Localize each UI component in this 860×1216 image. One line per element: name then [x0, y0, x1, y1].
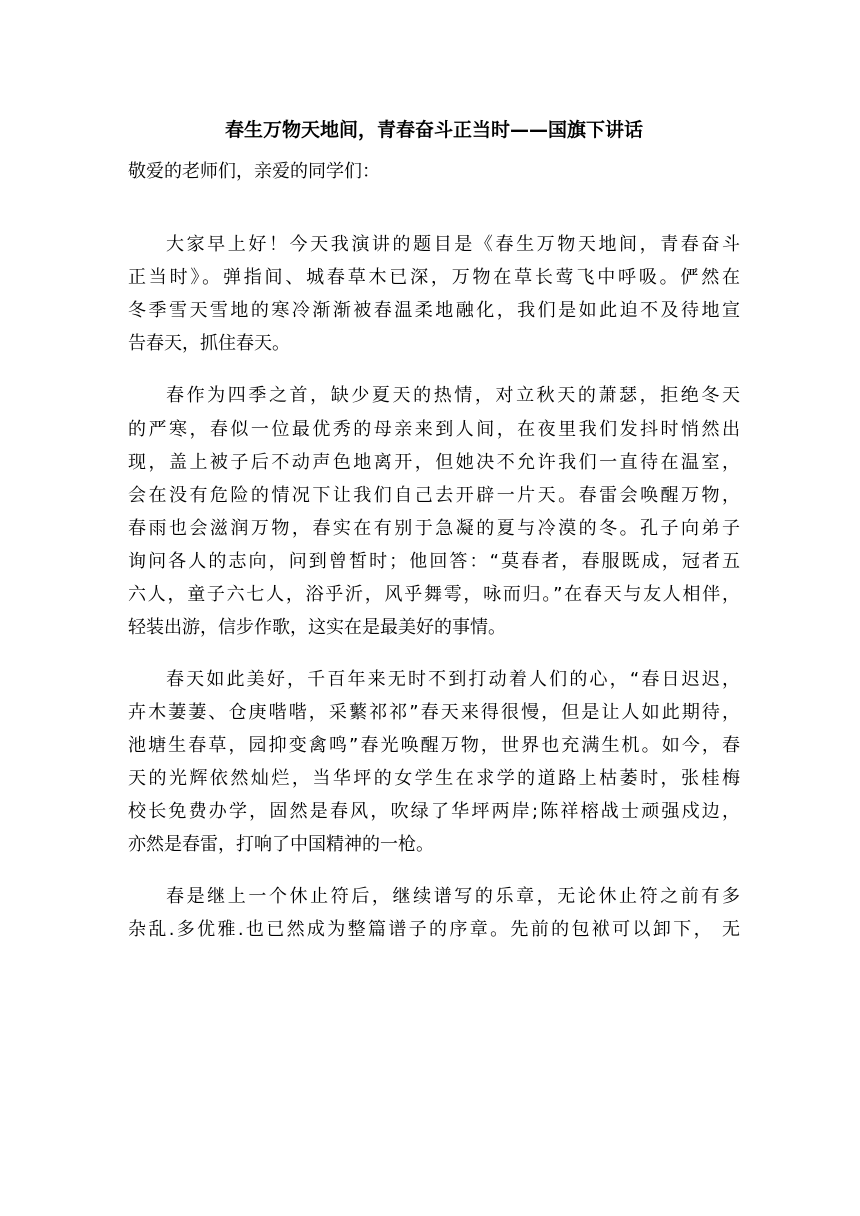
salutation: 敬爱的老师们，亲爱的同学们：	[128, 161, 380, 182]
paragraph-line: 会在没有危险的情况下让我们自己去开辟一片天。春雷会唤醒万物，	[128, 485, 740, 506]
paragraph-line: 冬季雪天雪地的寒冷渐渐被春温柔地融化，我们是如此迫不及待地宣	[128, 300, 740, 321]
paragraph-line: 大家早上好！今天我演讲的题目是《春生万物天地间，青春奋斗	[166, 234, 740, 255]
paragraph-line: 正当时》。弹指间、城春草木已深，万物在草长莺飞中呼吸。俨然在	[128, 267, 740, 288]
paragraph-line: 杂乱.多优雅.也已然成为整篇谱子的序章。先前的包袱可以卸下， 无	[128, 919, 740, 940]
paragraph-line: 轻装出游，信步作歌，这实在是最美好的事情。	[128, 617, 506, 638]
paragraph-line: 六人，童子六七人，浴乎沂，风乎舞雩，咏而归。”在春天与友人相伴，	[128, 584, 740, 605]
paragraph-line: 春是继上一个休止符后，继续谱写的乐章，无论休止符之前有多	[166, 886, 740, 907]
paragraph-line: 卉木萋萋、仓庚喈喈，采蘩祁祁”春天来得很慢，但是让人如此期待，	[128, 702, 740, 723]
paragraph-line: 天的光辉依然灿烂，当华坪的女学生在求学的道路上枯萎时，张桂梅	[128, 768, 740, 789]
paragraph-line: 校长免费办学，固然是春风，吹绿了华坪两岸;陈祥榕战士顽强戍边，	[128, 801, 740, 822]
paragraph-line: 告春天，抓住春天。	[128, 333, 290, 354]
paragraph-line: 春天如此美好，千百年来无时不到打动着人们的心，“春日迟迟，	[166, 669, 740, 690]
paragraph-line: 亦然是春雷，打响了中国精神的一枪。	[128, 834, 434, 855]
paragraph-line: 春雨也会滋润万物，春实在有别于急凝的夏与冷漠的冬。孔子向弟子	[128, 518, 740, 539]
paragraph-line: 池塘生春草，园抑变禽鸣”春光唤醒万物，世界也充满生机。如今，春	[128, 735, 740, 756]
document-title: 春生万物天地间，青春奋斗正当时——国旗下讲话	[224, 119, 643, 141]
paragraph-line: 现，盖上被子后不动声色地离开，但她决不允许我们一直待在温室，	[128, 452, 740, 473]
paragraph-line: 询问各人的志向，问到曾皙时；他回答：“莫春者，春服既成，冠者五	[128, 551, 740, 572]
paragraph-line: 春作为四季之首，缺少夏天的热情，对立秋天的萧瑟，拒绝冬天	[166, 385, 740, 406]
paragraph-line: 的严寒，春似一位最优秀的母亲来到人间，在夜里我们发抖时悄然出	[128, 419, 740, 440]
